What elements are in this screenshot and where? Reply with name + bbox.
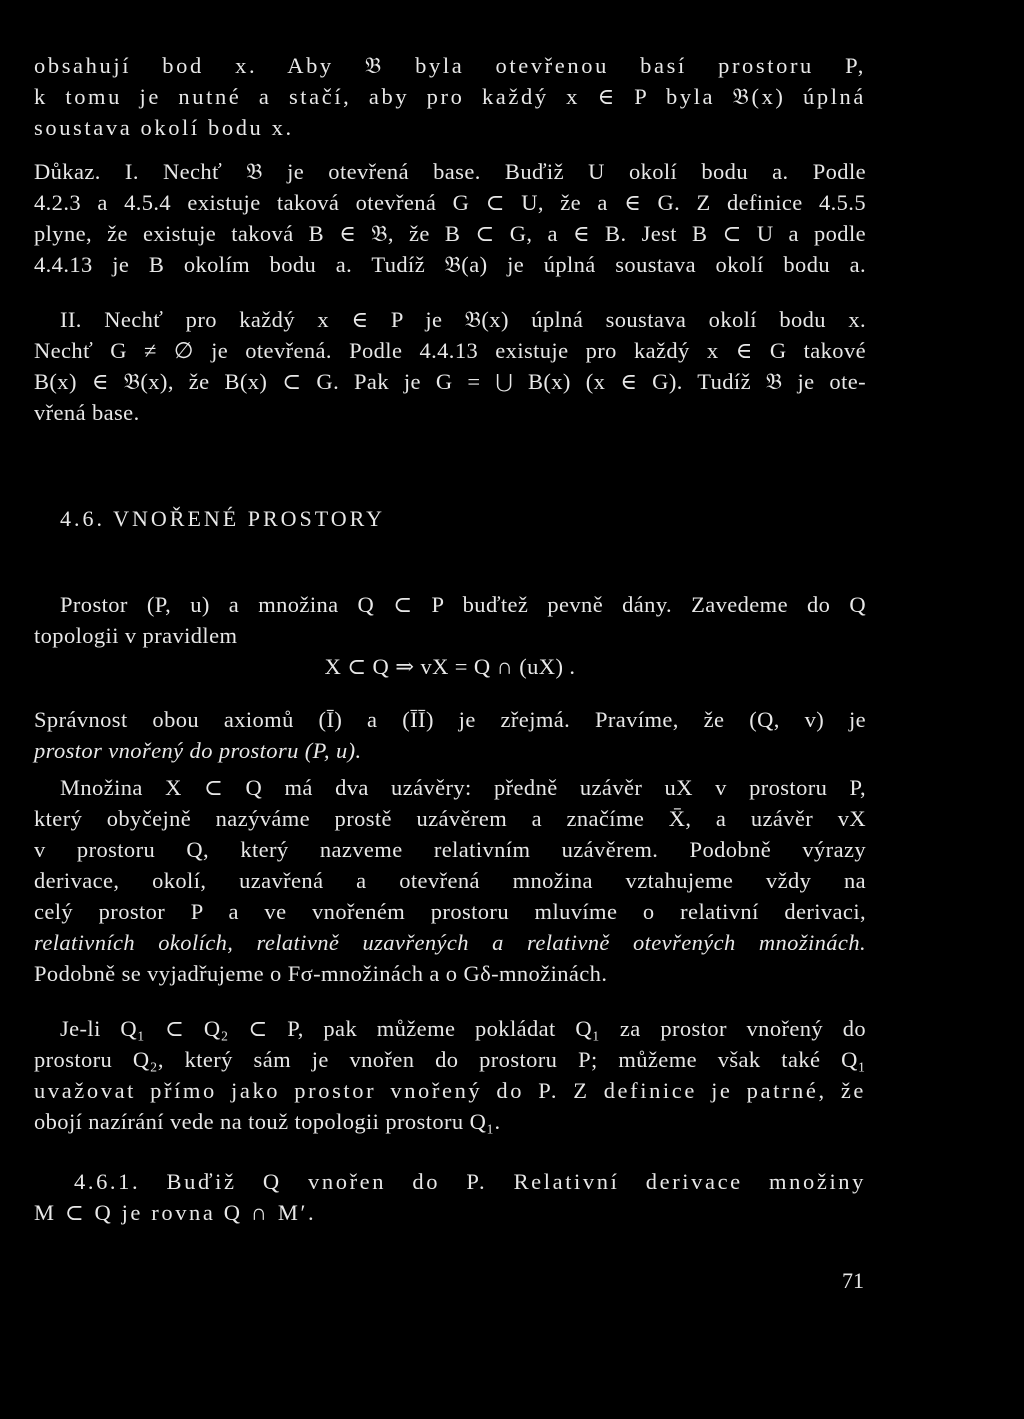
text-line: Prostor (P, u) a množina Q ⊂ P buďtež pevně dány. Zavedeme do Q — [60, 592, 866, 617]
text-line: obsahují bod x. Aby 𝔅 byla otevřenou basí prostoru P, — [34, 53, 866, 78]
closure-paragraph — [34, 772, 866, 989]
display-formula: X ⊂ Q ⇒ vX = Q ∩ (uX) . — [324, 654, 576, 679]
page-number: 71 — [842, 1268, 864, 1293]
proof-part-one — [34, 156, 866, 280]
text-line: 4.2.3 a 4.5.4 existuje taková otevřená G ⊂ U, že a ∈ G. Z definice 4.5.5 — [34, 190, 866, 215]
text-line: celý prostor P a ve vnořeném prostoru mluvíme o relativní derivaci, — [34, 899, 866, 924]
text-line: prostor vnořený do prostoru (P, u). — [34, 738, 362, 763]
text-line: Podobně se vyjadřujeme o Fσ-množinách a o Gδ-množinách. — [34, 961, 608, 986]
text-line: Je-li Q₁ ⊂ Q₂ ⊂ P, pak můžeme pokládat Q₁ za prostor vnořený do — [60, 1016, 866, 1041]
section-heading: 4.6. VNOŘENÉ PROSTORY — [60, 506, 386, 531]
text-line: vřená base. — [34, 400, 140, 425]
text-line: derivace, okolí, uzavřená a otevřená množina vztahujeme vždy na — [34, 868, 866, 893]
text-line: k tomu je nutné a stačí, aby pro každý x ∈ P byla 𝔅(x) úplná — [34, 84, 866, 109]
text-line: 4.6.1. Buďiž Q vnořen do P. Relativní derivace množiny — [74, 1169, 866, 1194]
text-line: Množina X ⊂ Q má dva uzávěry: předně uzávěr uX v prostoru P, — [60, 775, 866, 800]
theorem-4-6-1 — [34, 1166, 866, 1228]
proof-part-two — [34, 304, 866, 428]
text-line: relativních okolích, relativně uzavřených a relativně otevřených množinách. — [34, 930, 866, 955]
text-line: soustava okolí bodu x. — [34, 115, 294, 140]
text-line: který obyčejně nazýváme prostě uzávěrem a značíme X̄, a uzávěr vX — [34, 806, 866, 831]
text-line: B(x) ∈ 𝔅(x), že B(x) ⊂ G. Pak je G = ⋃ B(x) (x ∈ G). Tudíž 𝔅 je ote- — [34, 369, 866, 394]
nested-spaces-paragraph — [34, 1013, 866, 1137]
text-line: M ⊂ Q je rovna Q ∩ M′. — [34, 1200, 317, 1225]
paragraph-continuation — [34, 50, 866, 143]
text-line: prostoru Q₂, který sám je vnořen do prostoru P; můžeme však také Q₁ — [34, 1047, 866, 1072]
text-line: obojí nazírání vede na touž topologii prostoru Q₁. — [34, 1109, 501, 1134]
axioms-paragraph — [34, 704, 866, 766]
text-line: topologii v pravidlem — [34, 623, 238, 648]
definition-intro — [34, 589, 866, 682]
text-line: Důkaz. I. Nechť 𝔅 je otevřená base. Buďiž U okolí bodu a. Podle — [34, 159, 866, 184]
text-line: plyne, že existuje taková B ∈ 𝔅, že B ⊂ G, a ∈ B. Jest B ⊂ U a podle — [34, 221, 866, 246]
text-line: Správnost obou axiomů (Ī) a (ĪĪ) je zřejmá. Pravíme, že (Q, v) je — [34, 707, 866, 732]
text-line: II. Nechť pro každý x ∈ P je 𝔅(x) úplná soustava okolí bodu x. — [60, 307, 866, 332]
text-line: 4.4.13 je B okolím bodu a. Tudíž 𝔅(a) je úplná soustava okolí bodu a. — [34, 252, 866, 277]
text-line: uvažovat přímo jako prostor vnořený do P. Z definice je patrné, že — [34, 1078, 866, 1103]
text-line: v prostoru Q, který nazveme relativním uzávěrem. Podobně výrazy — [34, 837, 866, 862]
text-line: Nechť G ≠ ∅ je otevřená. Podle 4.4.13 existuje pro každý x ∈ G takové — [34, 338, 866, 363]
